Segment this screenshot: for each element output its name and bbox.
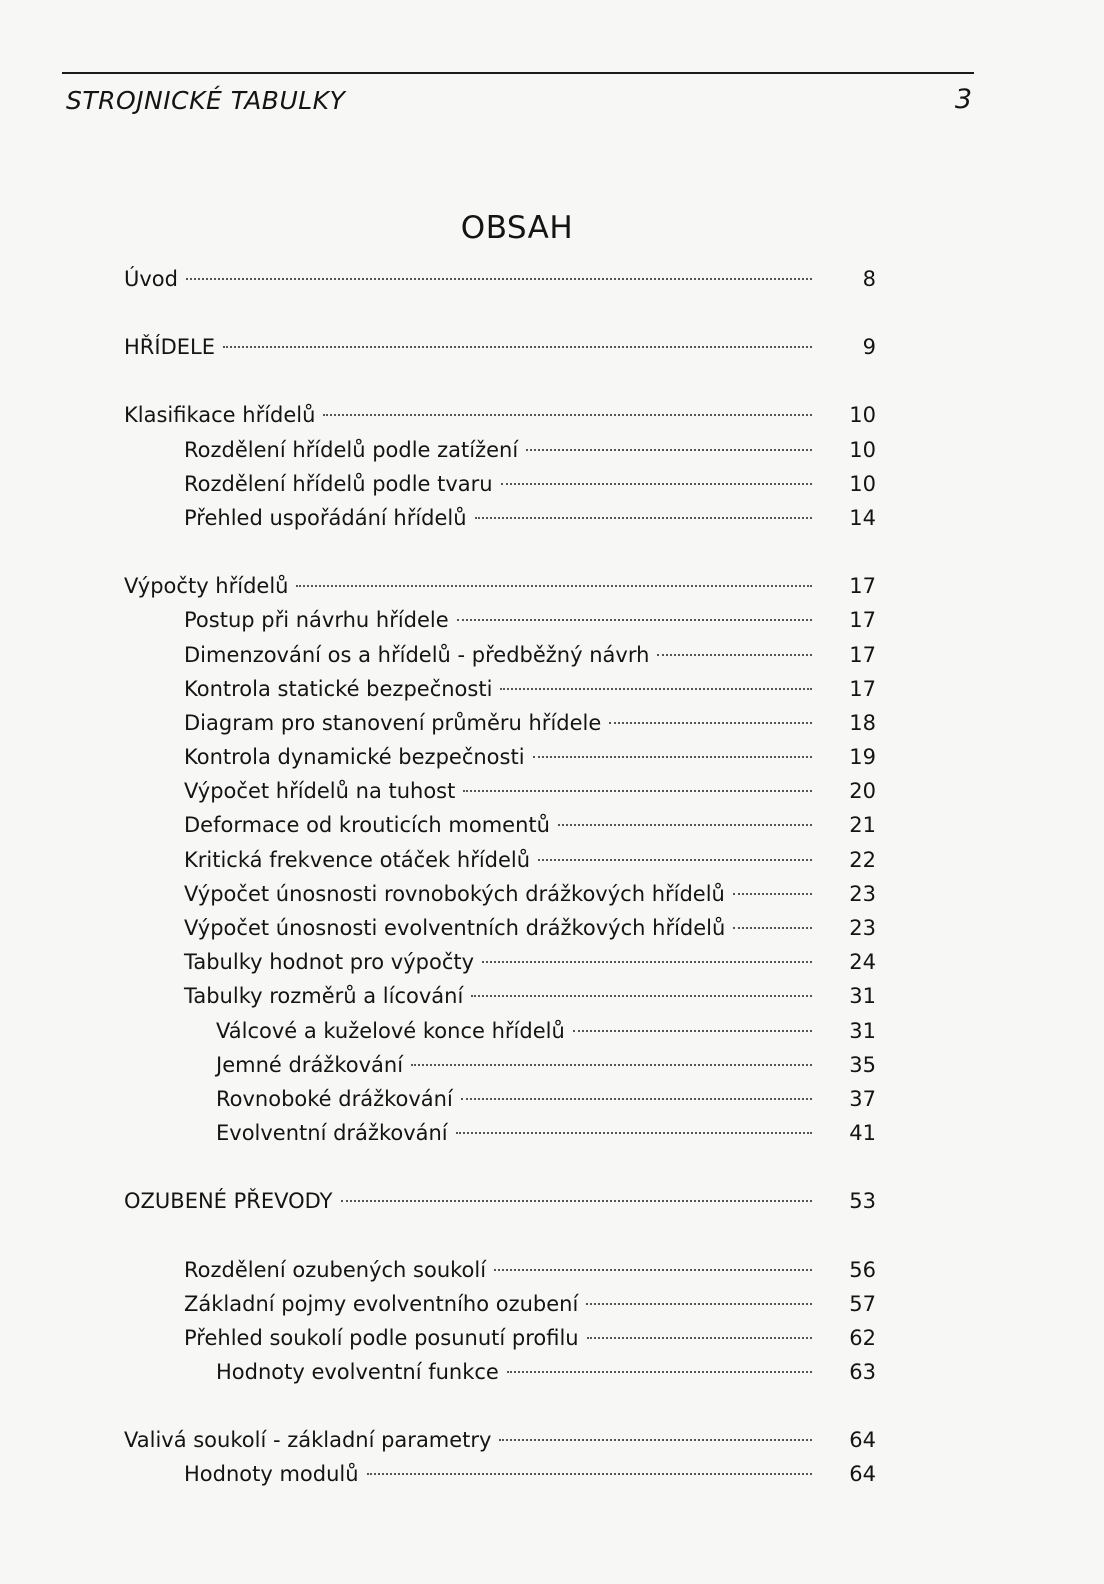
toc-entry-label: Rozdělení hřídelů podle zatížení — [184, 437, 519, 462]
toc-entry — [124, 467, 876, 501]
running-header — [62, 72, 974, 122]
dot-leader — [223, 346, 812, 348]
dot-leader — [494, 1269, 812, 1271]
dot-leader — [341, 1200, 812, 1202]
dot-leader — [461, 1098, 812, 1100]
toc-entry — [124, 740, 876, 774]
toc-entry — [124, 569, 876, 603]
page-title: OBSAH — [460, 210, 574, 246]
toc-entry — [124, 979, 876, 1013]
dot-leader — [733, 893, 812, 895]
dot-leader — [501, 483, 812, 485]
toc-entry-page: 20 — [849, 779, 876, 804]
toc-entry-page: 64 — [849, 1462, 876, 1487]
toc-entry-page: 10 — [849, 471, 876, 496]
toc-entry — [124, 1014, 876, 1048]
toc-entry-page: 53 — [849, 1189, 876, 1214]
running-title: STROJNICKÉ TABULKY — [66, 86, 346, 115]
toc-entry-label: Deformace od krouticích momentů — [184, 813, 550, 838]
toc-entry — [124, 808, 876, 842]
toc-entry — [124, 433, 876, 467]
toc-entry-label: Rozdělení ozubených soukolí — [184, 1257, 487, 1282]
toc-entry — [124, 1082, 876, 1116]
dot-leader — [507, 1371, 812, 1373]
dot-leader — [558, 824, 812, 826]
dot-leader — [457, 619, 812, 621]
toc-entry-label: Kontrola dynamické bezpečnosti — [184, 745, 525, 770]
dot-leader — [587, 1337, 812, 1339]
toc-entry-label: OZUBENÉ PŘEVODY — [124, 1189, 333, 1214]
page-number: 3 — [954, 84, 972, 115]
toc-entry-label: Postup při návrhu hřídele — [184, 608, 449, 633]
toc-entry — [124, 1116, 876, 1150]
dot-leader — [463, 790, 812, 792]
dot-leader — [499, 1439, 812, 1441]
toc-entry-page: 31 — [849, 984, 876, 1009]
toc-entry-page: 18 — [849, 710, 876, 735]
toc-entry — [124, 1321, 876, 1355]
toc-entry-page: 17 — [849, 676, 876, 701]
dot-leader — [411, 1064, 812, 1066]
dot-leader — [475, 517, 812, 519]
toc-entry — [124, 501, 876, 535]
dot-leader — [733, 927, 812, 929]
toc-entry-page: 22 — [849, 847, 876, 872]
toc-entry — [124, 638, 876, 672]
toc-entry-page: 62 — [849, 1325, 876, 1350]
dot-leader — [586, 1303, 812, 1305]
dot-leader — [471, 995, 812, 997]
dot-leader — [573, 1030, 812, 1032]
toc-entry-label: Základní pojmy evolventního ozubení — [184, 1291, 579, 1316]
toc-entry-page: 37 — [849, 1086, 876, 1111]
toc-entry — [124, 262, 876, 296]
toc-entry-label: Rozdělení hřídelů podle tvaru — [184, 471, 493, 496]
toc-entry-label: Hodnoty evolventní funkce — [216, 1360, 499, 1385]
toc-entry — [124, 1253, 876, 1287]
toc-entry-page: 9 — [862, 335, 876, 360]
toc-entry-label: Diagram pro stanovení průměru hřídele — [184, 710, 602, 735]
toc-entry-page: 17 — [849, 608, 876, 633]
toc-entry-label: Přehled uspořádání hřídelů — [184, 505, 467, 530]
toc-entry-label: Výpočet hřídelů na tuhost — [184, 779, 456, 804]
toc-entry-page: 8 — [862, 267, 876, 291]
dot-leader — [500, 688, 812, 690]
toc-entry — [124, 603, 876, 637]
toc-entry — [124, 843, 876, 877]
toc-entry-page: 23 — [849, 881, 876, 906]
toc-entry — [124, 1457, 876, 1491]
toc-entry-page: 63 — [849, 1360, 876, 1385]
toc-entry-page: 35 — [849, 1052, 876, 1077]
toc-entry — [124, 1287, 876, 1321]
toc-entry-page: 64 — [849, 1428, 876, 1453]
toc-entry — [124, 1423, 876, 1457]
toc-entry-label: Výpočet únosnosti evolventních drážkových hřídelů — [184, 916, 726, 940]
toc-entry-label: Výpočet únosnosti rovnobokých drážkových hřídelů — [184, 881, 725, 906]
toc-entry — [124, 911, 876, 945]
toc-entry-label: Klasifikace hřídelů — [124, 403, 316, 428]
dot-leader — [482, 961, 812, 963]
toc-entry-page: 21 — [849, 813, 876, 838]
toc-entry-label: Tabulky rozměrů a lícování — [184, 984, 464, 1009]
dot-leader — [533, 756, 812, 758]
toc-entry-page: 19 — [849, 745, 876, 770]
toc-entry-page: 57 — [849, 1291, 876, 1316]
toc-entry — [124, 1184, 876, 1218]
toc-entry-label: Valivá soukolí - základní parametry — [124, 1428, 492, 1453]
toc-entry-label: Válcové a kuželové konce hřídelů — [216, 1018, 565, 1043]
toc-entry-page: 56 — [849, 1257, 876, 1282]
dot-leader — [609, 722, 812, 724]
dot-leader — [367, 1473, 812, 1475]
dot-leader — [526, 449, 812, 451]
dot-leader — [456, 1132, 812, 1134]
toc-entry-label: HŘÍDELE — [124, 335, 215, 360]
toc-entry-label: Hodnoty modulů — [184, 1462, 359, 1487]
dot-leader — [323, 414, 812, 416]
toc-entry-label: Tabulky hodnot pro výpočty — [184, 950, 475, 975]
toc-entry-label: Rovnoboké drážkování — [216, 1086, 453, 1111]
toc-entry-page: 10 — [849, 403, 876, 428]
toc-entry-page: 24 — [849, 950, 876, 975]
toc-entry — [124, 877, 876, 911]
toc-entry-page: 41 — [849, 1121, 876, 1146]
toc-entry — [124, 1048, 876, 1082]
dot-leader — [538, 859, 812, 861]
toc-entry-page: 14 — [849, 505, 876, 530]
toc-entry-label: Kontrola statické bezpečnosti — [184, 676, 493, 701]
toc-entry-label: Úvod — [124, 267, 178, 291]
dot-leader — [657, 654, 812, 656]
toc-entry-page: 17 — [849, 642, 876, 667]
toc-entry — [124, 330, 876, 364]
toc-entry — [124, 706, 876, 740]
toc-entry — [124, 945, 876, 979]
toc-entry-page: 23 — [849, 916, 876, 940]
toc-entry-label: Jemné drážkování — [216, 1052, 404, 1077]
toc-entry-label: Dimenzování os a hřídelů - předběžný návrh — [184, 642, 650, 667]
toc-entry-page: 31 — [849, 1018, 876, 1043]
toc-entry-page: 10 — [849, 437, 876, 462]
toc-entry — [124, 774, 876, 808]
dot-leader — [186, 278, 812, 280]
toc-entry-page: 17 — [849, 574, 876, 599]
toc-entry — [124, 672, 876, 706]
toc-entry — [124, 398, 876, 432]
toc-entry-label: Evolventní drážkování — [216, 1121, 448, 1146]
toc-entry-label: Kritická frekvence otáček hřídelů — [184, 847, 531, 872]
table-of-contents — [124, 262, 876, 1492]
toc-entry-label: Výpočty hřídelů — [124, 574, 289, 599]
toc-entry — [124, 1355, 876, 1389]
toc-entry-label: Přehled soukolí podle posunutí profilu — [184, 1325, 579, 1350]
dot-leader — [296, 585, 812, 587]
